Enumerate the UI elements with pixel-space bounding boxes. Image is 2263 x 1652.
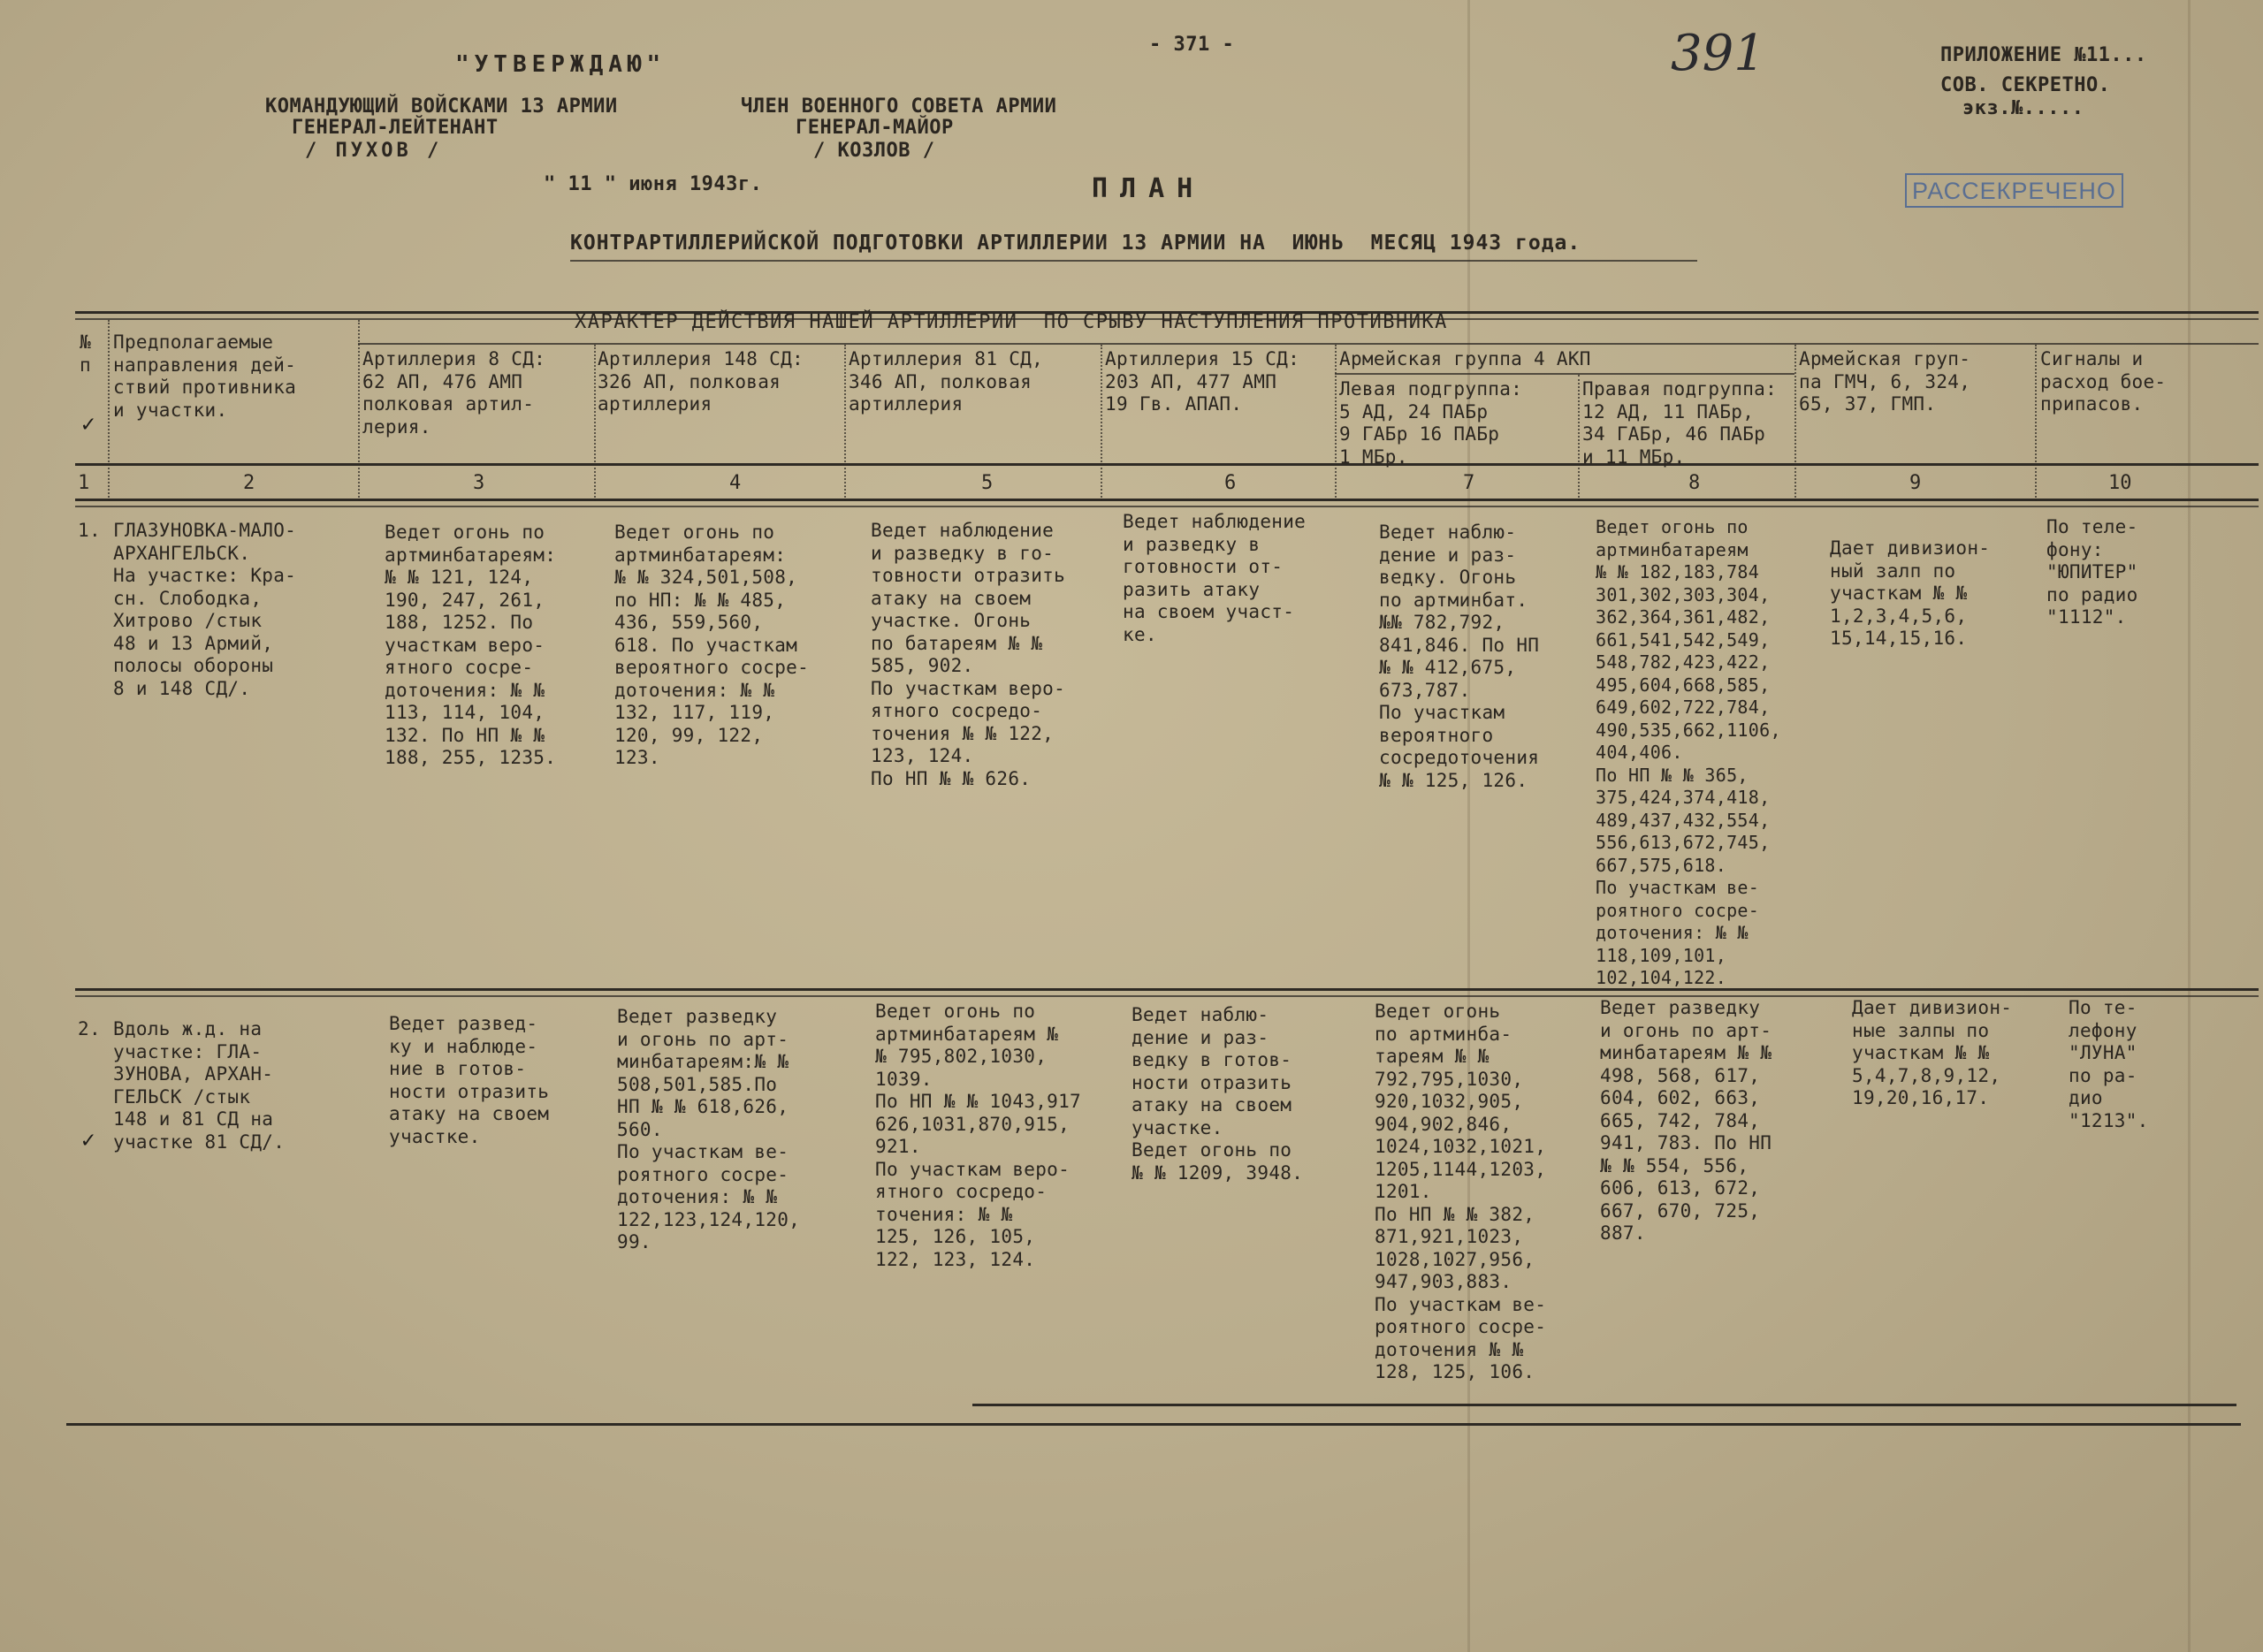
group-header-rule: [358, 343, 2259, 345]
table-row-1-col-3: Ведет огонь по артминбатареям: № № 121, 124, 190, 247, 261, 188, 1252. По участкам веро- ятного сосре- доточения: № № 113, 114, 104, 132. По НП № № 188, 255, 1235.: [385, 521, 557, 768]
header-col-6: Артиллерия 15 СД: 203 АП, 477 АМП 19 Гв. АПАП.: [1105, 348, 1300, 415]
column-number: 9: [1909, 472, 1922, 494]
column-number: 1: [78, 472, 90, 494]
column-divider: [358, 320, 360, 501]
page-number: - 371 -: [1149, 34, 1235, 56]
table-row-2-col-9: Дает дивизион- ные залпы по участкам № № 5,4,7,8,9,12, 19,20,16,17.: [1852, 997, 2013, 1108]
column-number: 8: [1688, 472, 1701, 494]
header-col-9: Армейская груп- па ГМЧ, 6, 324, 65, 37, ГМП.: [1799, 348, 1971, 415]
column-number: 10: [2108, 472, 2132, 494]
table-row-1-direction: ГЛАЗУНОВКА-МАЛО- АРХАНГЕЛЬСК. На участке: Кра- сн. Слободка, Хитрово /стык 48 и 13 Армий, полосы обороны 8 и 148 СД/.: [113, 520, 297, 699]
header-col-10: Сигналы и расход бое- припасов.: [2040, 348, 2167, 415]
table-row-2-col-10: По те- лефону "ЛУНА" по ра- дио "1213".: [2069, 997, 2149, 1131]
column-number: 6: [1224, 472, 1237, 494]
header-col-7: Левая подгруппа: 5 АД, 24 ПАБр 9 ГАБр 16 ПАБр 1 МБр.: [1339, 378, 1523, 468]
header-col-3: Артиллерия 8 СД: 62 АП, 476 АМП полковая артил- лерия.: [362, 348, 546, 438]
army-group-rule: [1335, 373, 1794, 375]
table-row-2-col-4: Ведет разведку и огонь по арт- минбатареям:№ № 508,501,585.По НП № № 618,626, 560. По участкам ве- роятного сосре- доточения: № № 122,123,124,120, 99.: [617, 1006, 801, 1252]
column-number: 7: [1463, 472, 1475, 494]
column-number: 5: [981, 472, 994, 494]
handwritten-archive-number: 391: [1671, 25, 1765, 82]
header-direction: Предполагаемые направления дей- ствий противника и участки.: [113, 331, 297, 421]
document-title: ПЛАН: [1092, 173, 1206, 204]
check-mark: ✓: [81, 1127, 95, 1153]
column-divider: [844, 345, 846, 501]
table-bottom-rule: [66, 1423, 2241, 1426]
column-number: 4: [729, 472, 742, 494]
check-mark: ✓: [81, 411, 95, 438]
approve-heading: "УТВЕРЖДАЮ": [455, 51, 667, 78]
group-header: ХАРАКТЕР ДЕЙСТВИЯ НАШЕЙ АРТИЛЛЕРИИ ПО СРЫВУ НАСТУПЛЕНИЯ ПРОТИВНИКА: [575, 311, 1448, 333]
column-divider: [1101, 345, 1102, 501]
header-army-group: Армейская группа 4 АКП: [1339, 348, 1591, 369]
table-row-2-col-3: Ведет развед- ку и наблюде- ние в готов- ности отразить атаку на своем участке.: [389, 1013, 550, 1147]
column-number: 2: [243, 472, 255, 494]
column-divider: [594, 345, 596, 501]
column-divider: [1578, 375, 1580, 501]
commander-line-2: ГЕНЕРАЛ-ЛЕЙТЕНАНТ: [292, 117, 499, 139]
table-row-1-col-9: Дает дивизион- ный залп по участкам № № 1,2,3,4,5,6, 15,14,15,16.: [1830, 537, 1991, 649]
table-row-2-col-6: Ведет наблю- дение и раз- ведку в готов- ности отразить атаку на своем участке. Ведет огонь по № № 1209, 3948.: [1132, 1004, 1304, 1184]
table-row-1-col-5: Ведет наблюдение и разведку в го- товности отразить атаку на своем участке. Огонь по батареям № № 585, 902. По участкам веро- ятного сосредо- точения № № 122, 123, 124. По НП № № 626.: [871, 520, 1066, 789]
table-row-2-number: 2.: [78, 1018, 101, 1039]
column-number-rule-2: [75, 506, 2259, 507]
council-member-line-3: / КОЗЛОВ /: [813, 140, 935, 162]
commander-line-3: / ПУХОВ /: [305, 140, 443, 162]
header-col-5: Артиллерия 81 СД, 346 АП, полковая артиллерия: [849, 348, 1044, 415]
header-bottom-rule: [75, 463, 2259, 466]
column-divider: [1794, 345, 1796, 501]
table-end-rule-right: [972, 1404, 2236, 1406]
table-row-1-col-4: Ведет огонь по артминбатареям: № № 324,501,508, по НП: № № 485, 436, 559,560, 618. По участкам вероятного сосре- доточения: № № 132, 117, 119, 120, 99, 122, 123.: [614, 521, 810, 768]
secrecy-label: СОВ. СЕКРЕТНО.: [1940, 74, 2111, 96]
copy-label: экз.№.....: [1962, 97, 2084, 119]
table-row-1-col-6: Ведет наблюдение и разведку в готовности от- разить атаку на своем участ- ке.: [1123, 511, 1307, 645]
header-col-4: Артиллерия 148 СД: 326 АП, полковая артиллерия: [598, 348, 804, 415]
approval-date: " 11 " июня 1943г.: [544, 173, 763, 195]
table-row-1-number: 1.: [78, 520, 101, 541]
declassified-stamp: РАССЕКРЕЧЕНО: [1905, 173, 2123, 208]
council-member-line-2: ГЕНЕРАЛ-МАЙОР: [796, 117, 954, 139]
header-number: № п: [80, 331, 91, 376]
appendix-label: ПРИЛОЖЕНИЕ №11...: [1940, 44, 2147, 66]
column-divider: [1335, 345, 1337, 501]
table-row-2-col-8: Ведет разведку и огонь по арт- минбатареям № № 498, 568, 617, 604, 602, 663, 665, 742, 784, 941, 783. По НП № № 554, 556, 606, 613, 672, 667, 670, 725, 887.: [1600, 997, 1772, 1244]
table-row-1-col-7: Ведет наблю- дение и раз- ведку. Огонь по артминбат. №№ 782,792, 841,846. По НП № № 412,675, 673,787. По участкам вероятного сосредоточения № № 125, 126.: [1379, 521, 1540, 791]
table-row-1-col-8: Ведет огонь по артминбатареям № № 182,183,784 301,302,303,304, 362,364,361,482, 661,541,542,549, 548,782,423,422, 495,604,668,585, 649,602,722,784, 490,535,662,1106, 404,406. По НП № № 365, 375,424,374,418, 489,437,432,554, 556,613,672,745, 667,575,618. По участкам ве- роятного сосре- доточения: № № 118,109,101, 102,104,122.: [1596, 516, 1781, 988]
table-row-2-direction: Вдоль ж.д. на участке: ГЛА- ЗУНОВА, АРХАН- ГЕЛЬСК /стык 148 и 81 СД на участке 81 СД/.: [113, 1018, 286, 1153]
subtitle-underline: [570, 260, 1697, 262]
row-separator: [75, 988, 2259, 991]
table-row-2-col-5: Ведет огонь по артминбатареям № № 795,802,1030, 1039. По НП № № 1043,917 626,1031,870,915, 921. По участкам веро- ятного сосредо- точения: № № 125, 126, 105, 122, 123, 124.: [875, 1001, 1081, 1270]
table-row-2-col-7: Ведет огонь по артминба- тареям № № 792,795,1030, 920,1032,905, 904,902,846, 1024,1032,1021, 1205,1144,1203, 1201. По НП № № 382, 871,921,1023, 1028,1027,956, 947,903,883. По участкам ве- роятного сосре- доточения № № 128, 125, 106.: [1375, 1001, 1547, 1382]
header-col-8: Правая подгруппа: 12 АД, 11 ПАБр, 34 ГАБр, 46 ПАБр и 11 МБр.: [1582, 378, 1778, 468]
document-subtitle: КОНТРАРТИЛЛЕРИЙСКОЙ ПОДГОТОВКИ АРТИЛЛЕРИИ 13 АРМИИ НА ИЮНЬ МЕСЯЦ 1943 года.: [570, 232, 1581, 255]
column-number: 3: [473, 472, 485, 494]
commander-line-1: КОМАНДУЮЩИЙ ВОЙСКАМИ 13 АРМИИ: [265, 95, 618, 118]
table-row-1-col-10: По теле- фону: "ЮПИТЕР" по радио "1112".: [2046, 516, 2138, 628]
council-member-line-1: ЧЛЕН ВОЕННОГО СОВЕТА АРМИИ: [741, 95, 1057, 118]
column-divider: [2035, 345, 2037, 501]
column-number-rule: [75, 499, 2259, 501]
column-divider: [108, 320, 110, 501]
